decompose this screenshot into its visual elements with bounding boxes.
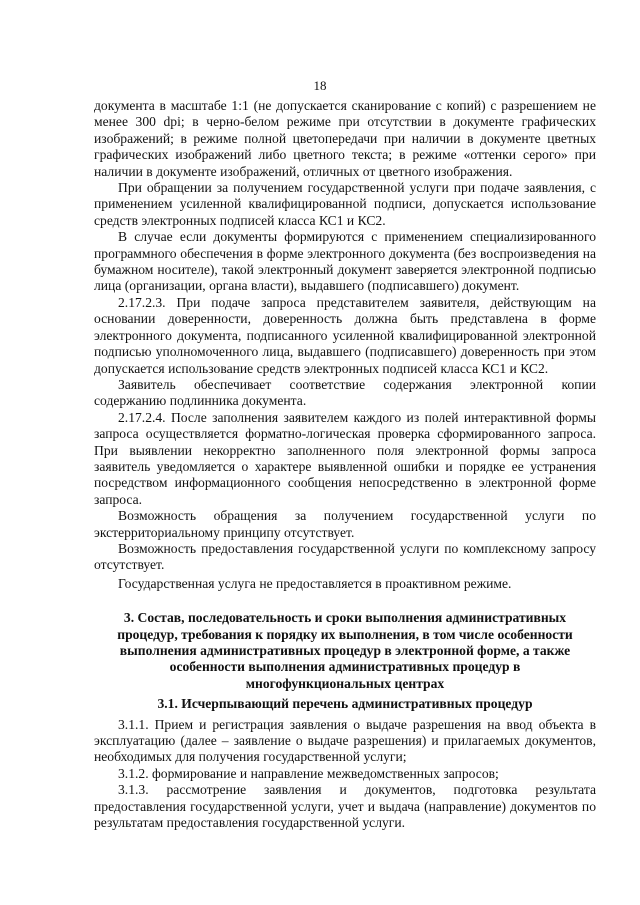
paragraph: Заявитель обеспечивает соответствие содержания электронной копии содержанию подлинника документа. [94, 376, 596, 409]
list-item: 3.1.1. Прием и регистрация заявления о выдаче разрешения на ввод объекта в эксплуатацию (далее – заявление о выдаче разрешения) и прилагаемых документов, необходимых для получения государственной услуги; [94, 716, 596, 765]
document-body [94, 98, 596, 831]
subsection-heading: 3.1. Исчерпывающий перечень административных процедур [157, 696, 533, 712]
paragraph: В случае если документы формируются с применением специализированного программного обеспечения в форме электронного документа (без воспроизведения на бумажном носителе), такой электронный документ заверяется электронной подписью лица (организации, органа власти), выдавшего (подписавшего) документ. [94, 229, 596, 294]
section-heading: 3. Состав, последовательность и сроки выполнения административных процедур, требования к порядку их выполнения, в том числе особенности выполнения административных процедур в электронной форме, а также особенности выполнения административных процедур в многофункциональных центрах [117, 610, 573, 691]
paragraph: Возможность предоставления государственной услуги по комплексному запросу отсутствует. [94, 540, 596, 573]
paragraph: Возможность обращения за получением государственной услуги по экстерриториальному принципу отсутствует. [94, 508, 596, 540]
paragraph: 2.17.2.3. При подаче запроса представителем заявителя, действующим на основании доверенности, доверенность должна быть представлена в форме электронного документа, подписанного усиленной квалифицированной электронной подписью уполномоченного лица, выдавшего (подписавшего) доверенность при этом допускается использование средств электронных подписей класса КС1 и КС2. [94, 294, 596, 376]
list-item: 3.1.2. формирование и направление межведомственных запросов; [118, 765, 499, 781]
paragraph: 2.17.2.4. После заполнения заявителем каждого из полей интерактивной формы запроса осуществляется форматно-логическая проверка сформированного запроса. При выявлении некорректно заполненного поля электронной формы запроса заявитель уведомляется о характере выявленной ошибки и порядке ее устранения посредством информационного сообщения непосредственно в электронной форме запроса. [94, 409, 596, 507]
page-number: 18 [313, 78, 327, 93]
paragraph: При обращении за получением государственной услуги при подаче заявления, с применением усиленной квалифицированной подписи, допускается использование средств электронных подписей класса КС1 и КС2. [94, 180, 596, 228]
list-item: 3.1.3. рассмотрение заявления и документов, подготовка результата предоставления государственной услуги, учет и выдача (направление) документов по результатам предоставления государственной услуги. [94, 782, 596, 831]
paragraph: Государственная услуга не предоставляется в проактивном режиме. [118, 575, 512, 591]
paragraph: документа в масштабе 1:1 (не допускается сканирование с копий) с разрешением не менее 300 dpi; в черно-белом режиме при отсутствии в документе графических изображений; в режиме полной цветопередачи при наличии в документе цветных графических изображений либо цветного текста; в режиме «оттенки серого» при наличии в документе изображений, отличных от цветного изображения. [94, 98, 596, 179]
